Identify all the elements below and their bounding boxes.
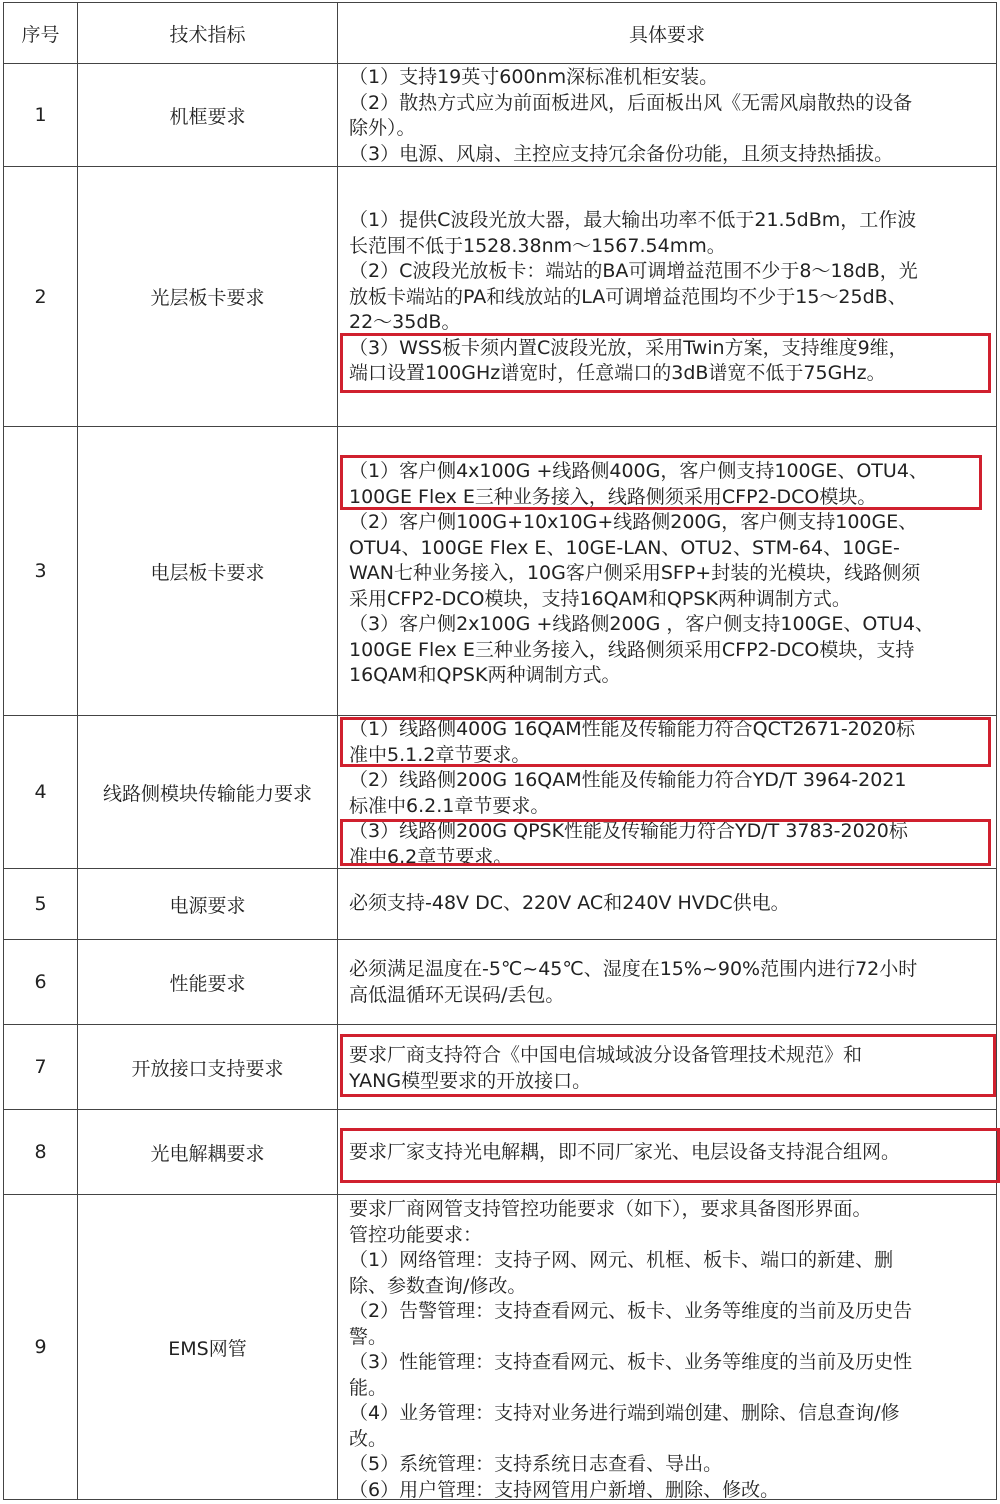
req-line: 100GE Flex E三种业务接入，线路侧须采用CFP2-DCO模块，支持 [349,638,915,661]
row-requirement [338,869,996,939]
req-line: （3）线路侧200G QPSK性能及传输能力符合YD/T 3783-2020标 [349,820,908,842]
row-requirement [338,1025,996,1109]
row-indicator: 性能要求 [78,940,338,1024]
req-line: （2）散热方式应为前面板进风，后面板出风《无需风扇散热的设备 [349,91,913,114]
table-row [4,1194,996,1499]
req-line: （2）线路侧200G 16QAM性能及传输能力符合YD/T 3964-2021 [349,769,907,791]
row-indicator: EMS网管 [78,1195,338,1499]
header-indicator: 技术指标 [78,3,338,63]
req-line: （5）系统管理：支持系统日志查看、导出。 [349,1453,723,1475]
req-line: OTU4、100GE Flex E、10GE-LAN、OTU2、STM-64、10GE- [349,536,900,559]
row-indicator: 机框要求 [78,64,338,166]
req-line: WAN七种业务接入，10G客户侧采用SFP+封装的光模块，线路侧须 [349,562,921,584]
req-line: （3）WSS板卡须内置C波段光放，采用Twin方案，支持维度9维， [349,336,908,359]
req-line: （1）线路侧400G 16QAM性能及传输能力符合QCT2671-2020标 [349,718,916,740]
req-line: YANG模型要求的开放接口。 [349,1069,592,1092]
row-no: 2 [4,167,78,426]
header-row [4,3,996,63]
req-line: 16QAM和QPSK两种调制方式。 [349,664,621,686]
table-row [4,715,996,868]
table-row [4,939,996,1024]
req-line: 能。 [349,1376,388,1399]
req-line: （3）电源、风扇、主控应支持冗余备份功能，且须支持热插拔。 [349,142,894,165]
header-requirement: 具体要求 [628,23,705,46]
row-indicator: 光电解耦要求 [78,1110,338,1194]
req-line: 除外）。 [349,117,416,139]
requirements-table [3,2,997,1500]
row-no: 4 [4,716,78,868]
row-indicator: 线路侧模块传输能力要求 [78,716,338,868]
table-row [4,868,996,939]
req-line: 要求厂商网管支持管控功能要求（如下），要求具备图形界面。 [349,1198,872,1220]
row-requirement [338,1195,996,1499]
table-row [4,1109,996,1194]
req-line: 必须支持-48V DC、220V AC和240V HVDC供电。 [349,892,790,914]
req-line: （4）业务管理：支持对业务进行端到端创建、删除、信息查询/修 [349,1402,900,1424]
req-line: 高低温循环无误码/丢包。 [349,983,565,1006]
row-no: 9 [4,1195,78,1499]
req-line: 准中6.2章节要求。 [349,845,513,868]
row-no: 3 [4,427,78,715]
req-line: 要求厂商支持符合《中国电信城域波分设备管理技术规范》和 [349,1044,863,1066]
row-indicator: 电层板卡要求 [78,427,338,715]
req-line: （3）客户侧2x100G +线路侧200G ，客户侧支持100GE、OTU4、 [349,613,934,635]
req-line: 管控功能要求： [349,1223,483,1246]
highlight-box [340,819,991,866]
header-no: 序号 [4,3,78,63]
highlight-box [340,1034,996,1097]
table-row [4,426,996,715]
row-no: 7 [4,1025,78,1109]
req-line: 放板卡端站的PA和线放站的LA可调增益范围均不少于15～25dB、 [349,285,907,308]
row-no: 8 [4,1110,78,1194]
req-line: （2）客户侧100G+10x10G+线路侧200G，客户侧支持100GE、 [349,511,918,533]
row-requirement [338,940,996,1024]
req-line: 必须满足温度在-5℃~45℃、湿度在15%~90%范围内进行72小时 [349,958,918,980]
req-line: 警。 [349,1325,388,1348]
req-line: 端口设置100GHz谱宽时，任意端口的3dB谱宽不低于75GHz。 [349,362,886,384]
req-line: 除、参数查询/修改。 [349,1274,527,1297]
row-requirement [338,64,996,166]
row-requirement [338,1110,996,1194]
row-requirement [338,427,996,715]
row-indicator: 电源要求 [78,869,338,939]
req-line: 准中5.1.2章节要求。 [349,743,531,766]
highlight-box [340,717,991,767]
table-row [4,63,996,166]
req-line: （1）客户侧4x100G +线路侧400G，客户侧支持100GE、OTU4、 [349,460,928,482]
req-line: 标准中6.2.1章节要求。 [349,794,550,817]
highlight-box [340,455,982,510]
req-line: （3）性能管理：支持查看网元、板卡、业务等维度的当前及历史性 [349,1351,913,1373]
req-line: （1）网络管理：支持子网、网元、机框、板卡、端口的新建、删 [349,1249,894,1271]
req-line: （1）支持19英寸600nm深标准机柜安装。 [349,66,719,88]
req-line: 要求厂家支持光电解耦，即不同厂家光、电层设备支持混合组网。 [349,1141,901,1163]
req-line: 改。 [349,1427,388,1450]
row-indicator: 开放接口支持要求 [78,1025,338,1109]
req-line: 22～35dB。 [349,311,461,333]
row-indicator: 光层板卡要求 [78,167,338,426]
row-requirement [338,716,996,868]
req-line: （6）用户管理：支持网管用户新增、删除、修改。 [349,1478,780,1501]
highlight-box [340,1128,1000,1183]
req-line: （1）提供C波段光放大器，最大输出功率不低于21.5dBm，工作波 [349,209,917,231]
table-row [4,166,996,426]
row-no: 1 [4,64,78,166]
row-no: 6 [4,940,78,1024]
req-line: 100GE Flex E三种业务接入，线路侧须采用CFP2-DCO模块。 [349,485,877,508]
req-line: （2）告警管理：支持查看网元、板卡、业务等维度的当前及历史告 [349,1300,913,1322]
highlight-box [340,333,991,393]
row-no: 5 [4,869,78,939]
req-line: 长范围不低于1528.38nm～1567.54mm。 [349,234,726,257]
row-requirement [338,167,996,426]
req-line: （2）C波段光放板卡：端站的BA可调增益范围不少于8～18dB，光 [349,260,918,282]
table-row [4,1024,996,1109]
req-line: 采用CFP2-DCO模块，支持16QAM和QPSK两种调制方式。 [349,587,851,610]
